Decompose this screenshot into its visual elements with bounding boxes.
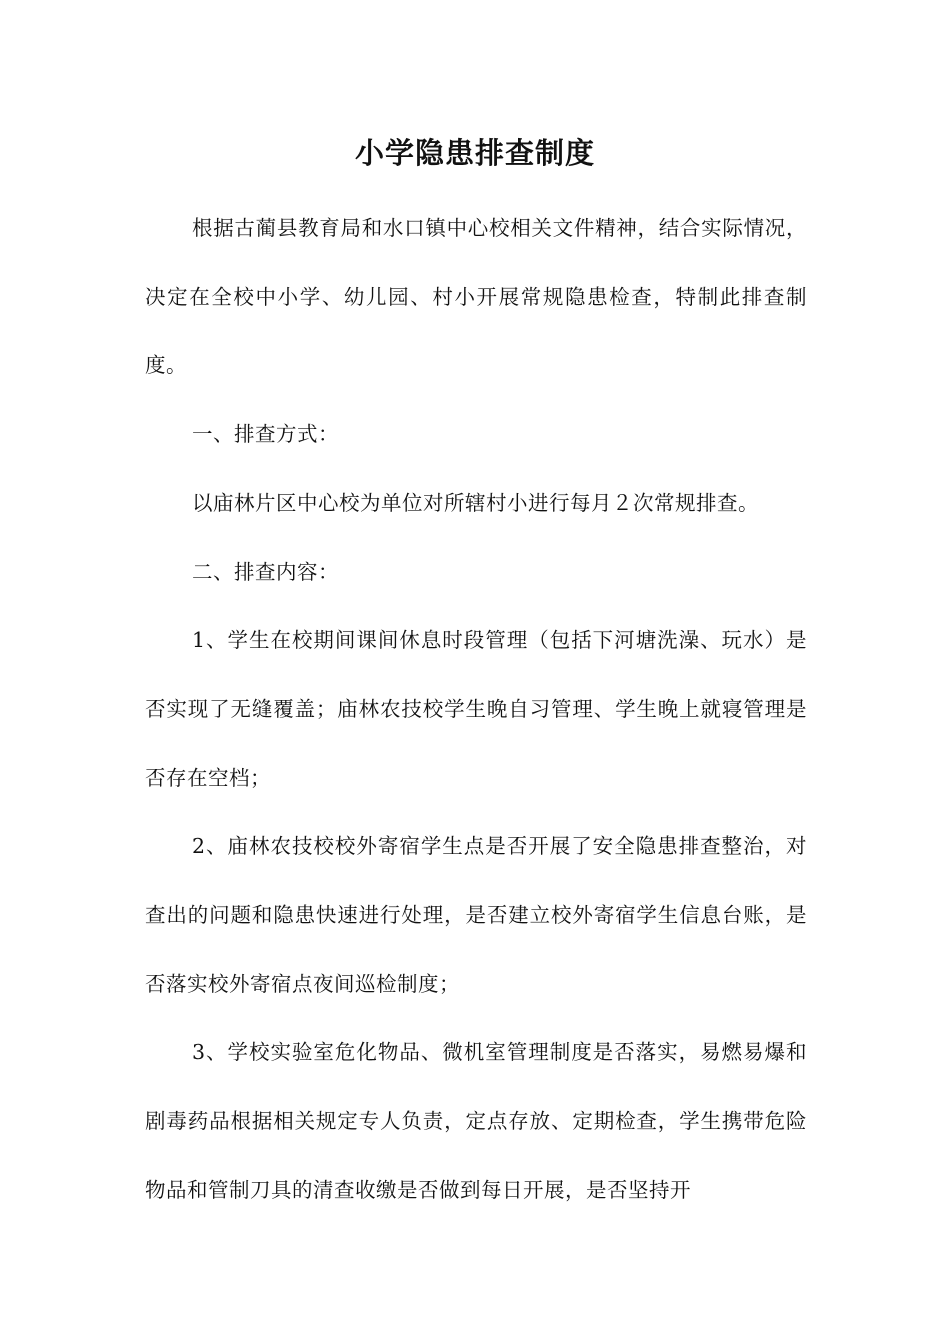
document-title: 小学隐患排查制度 [354, 136, 595, 170]
document-body [145, 194, 807, 1225]
method-paragraph: 以庙林片区中心校为单位对所辖村小进行每月２次常规排查。 [192, 490, 759, 515]
section-heading-content: 二、排查内容： [192, 559, 339, 584]
content-item-1: 1、学生在校期间课间休息时段管理（包括下河塘洗澡、玩水）是否实现了无缝覆盖；庙林农技校学生晚自习管理、学生晚上就寝管理是否存在空档； [145, 628, 807, 790]
content-item-3: 3、学校实验室危化物品、微机室管理制度是否落实，易燃易爆和剧毒药品根据相关规定专人负责，定点存放、定期检查，学生携带危险物品和管制刀具的清查收缴是否做到每日开展，是否坚持开 [145, 1040, 807, 1202]
intro-paragraph: 根据古蔺县教育局和水口镇中心校相关文件精神，结合实际情况，决定在全校中小学、幼儿园、村小开展常规隐患检查，特制此排查制度。 [145, 216, 807, 378]
content-item-2: 2、庙林农技校校外寄宿学生点是否开展了安全隐患排查整治，对查出的问题和隐患快速进行处理，是否建立校外寄宿学生信息台账，是否落实校外寄宿点夜间巡检制度； [145, 834, 807, 996]
section-heading-method: 一、排查方式： [192, 422, 339, 447]
